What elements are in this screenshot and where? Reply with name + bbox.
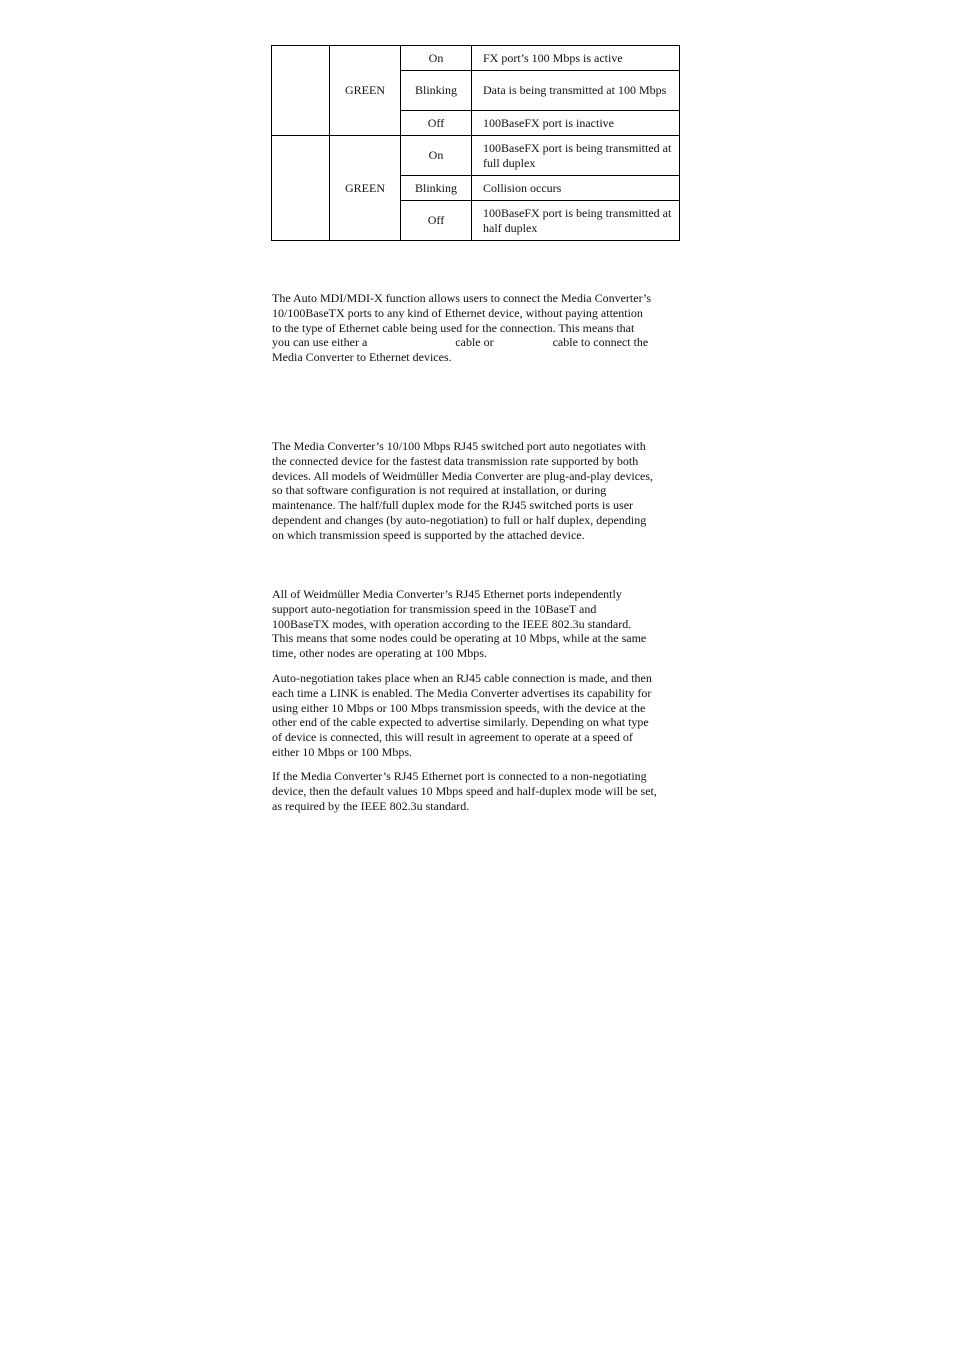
- text-line: If the Media Converter’s RJ45 Ethernet port is connected to a non-negotiating: [272, 769, 647, 783]
- auto-mdi-paragraph: [272, 291, 692, 365]
- text-line: The Auto MDI/MDI-X function allows users to connect the Media Converter’s: [272, 291, 652, 305]
- auto-negotiation-paragraph-3: [272, 769, 692, 813]
- text-line: of device is connected, this will result in agreement to operate at a speed of: [272, 730, 633, 745]
- led-state-cell: Off: [401, 111, 472, 136]
- table-row: [272, 46, 680, 71]
- text-line: device, then the default values 10 Mbps speed and half-duplex mode will be set,: [272, 783, 657, 798]
- text-line: 100BaseTX modes, with operation according to the IEEE 802.3u standard.: [272, 616, 632, 631]
- text-line: This means that some nodes could be operating at 10 Mbps, while at the same: [272, 631, 647, 646]
- text-line: so that software configuration is not required at installation, or during: [272, 483, 607, 498]
- led-state-cell: Blinking: [401, 176, 472, 201]
- led-description-cell: FX port’s 100 Mbps is active: [472, 46, 680, 71]
- text-line: to the type of Ethernet cable being used for the connection. This means that: [272, 320, 635, 335]
- text-line: time, other nodes are operating at 100 Mbps.: [272, 646, 487, 661]
- led-name-cell: [272, 46, 330, 136]
- led-description-cell: 100BaseFX port is inactive: [472, 111, 680, 136]
- led-color-cell: GREEN: [330, 136, 401, 241]
- text-line: The Media Converter’s 10/100 Mbps RJ45 switched port auto negotiates with: [272, 439, 646, 453]
- led-status-table: [271, 45, 680, 241]
- led-name-cell: [272, 136, 330, 241]
- auto-negotiation-paragraph-2: [272, 671, 692, 760]
- text-line: each time a LINK is enabled. The Media Converter advertises its capability for: [272, 685, 652, 700]
- led-state-cell: On: [401, 136, 472, 176]
- led-description-cell: 100BaseFX port is being transmitted at full duplex: [472, 136, 680, 176]
- text-line: support auto-negotiation for transmission speed in the 10BaseT and: [272, 601, 597, 616]
- text-line: cable to connect the: [552, 335, 649, 350]
- text-line: on which transmission speed is supported by the attached device.: [272, 527, 585, 542]
- text-line: dependent and changes (by auto-negotiation) to full or half duplex, depending: [272, 512, 647, 527]
- led-description-cell: 100BaseFX port is being transmitted at half duplex: [472, 201, 680, 241]
- text-line: All of Weidmüller Media Converter’s RJ45 Ethernet ports independently: [272, 587, 622, 601]
- text-line: as required by the IEEE 802.3u standard.: [272, 798, 470, 813]
- text-line: devices. All models of Weidmüller Media Converter are plug-and-play devices,: [272, 468, 654, 483]
- led-description-cell: Collision occurs: [472, 176, 680, 201]
- led-state-cell: On: [401, 46, 472, 71]
- led-state-cell: Off: [401, 201, 472, 241]
- text-line: you can use either a: [272, 335, 368, 350]
- text-line: Auto-negotiation takes place when an RJ45 cable connection is made, and then: [272, 671, 652, 685]
- led-description-cell: Data is being transmitted at 100 Mbps: [472, 71, 680, 111]
- text-line: either 10 Mbps or 100 Mbps.: [272, 744, 412, 759]
- text-line: other end of the cable expected to advertise similarly. Depending on what type: [272, 715, 649, 730]
- text-line: using either 10 Mbps or 100 Mbps transmission speeds, with the device at the: [272, 700, 646, 715]
- text-line: maintenance. The half/full duplex mode for the RJ45 switched ports is user: [272, 498, 634, 513]
- auto-negotiation-paragraph-1: [272, 587, 692, 661]
- switched-port-paragraph: [272, 439, 692, 543]
- text-line: 10/100BaseTX ports to any kind of Ethernet device, without paying attention: [272, 305, 643, 320]
- led-state-cell: Blinking: [401, 71, 472, 111]
- text-line: Media Converter to Ethernet devices.: [272, 350, 452, 365]
- text-line: cable or: [455, 335, 494, 350]
- table-row: [272, 136, 680, 176]
- text-line: the connected device for the fastest data transmission rate supported by both: [272, 453, 639, 468]
- led-color-cell: GREEN: [330, 46, 401, 136]
